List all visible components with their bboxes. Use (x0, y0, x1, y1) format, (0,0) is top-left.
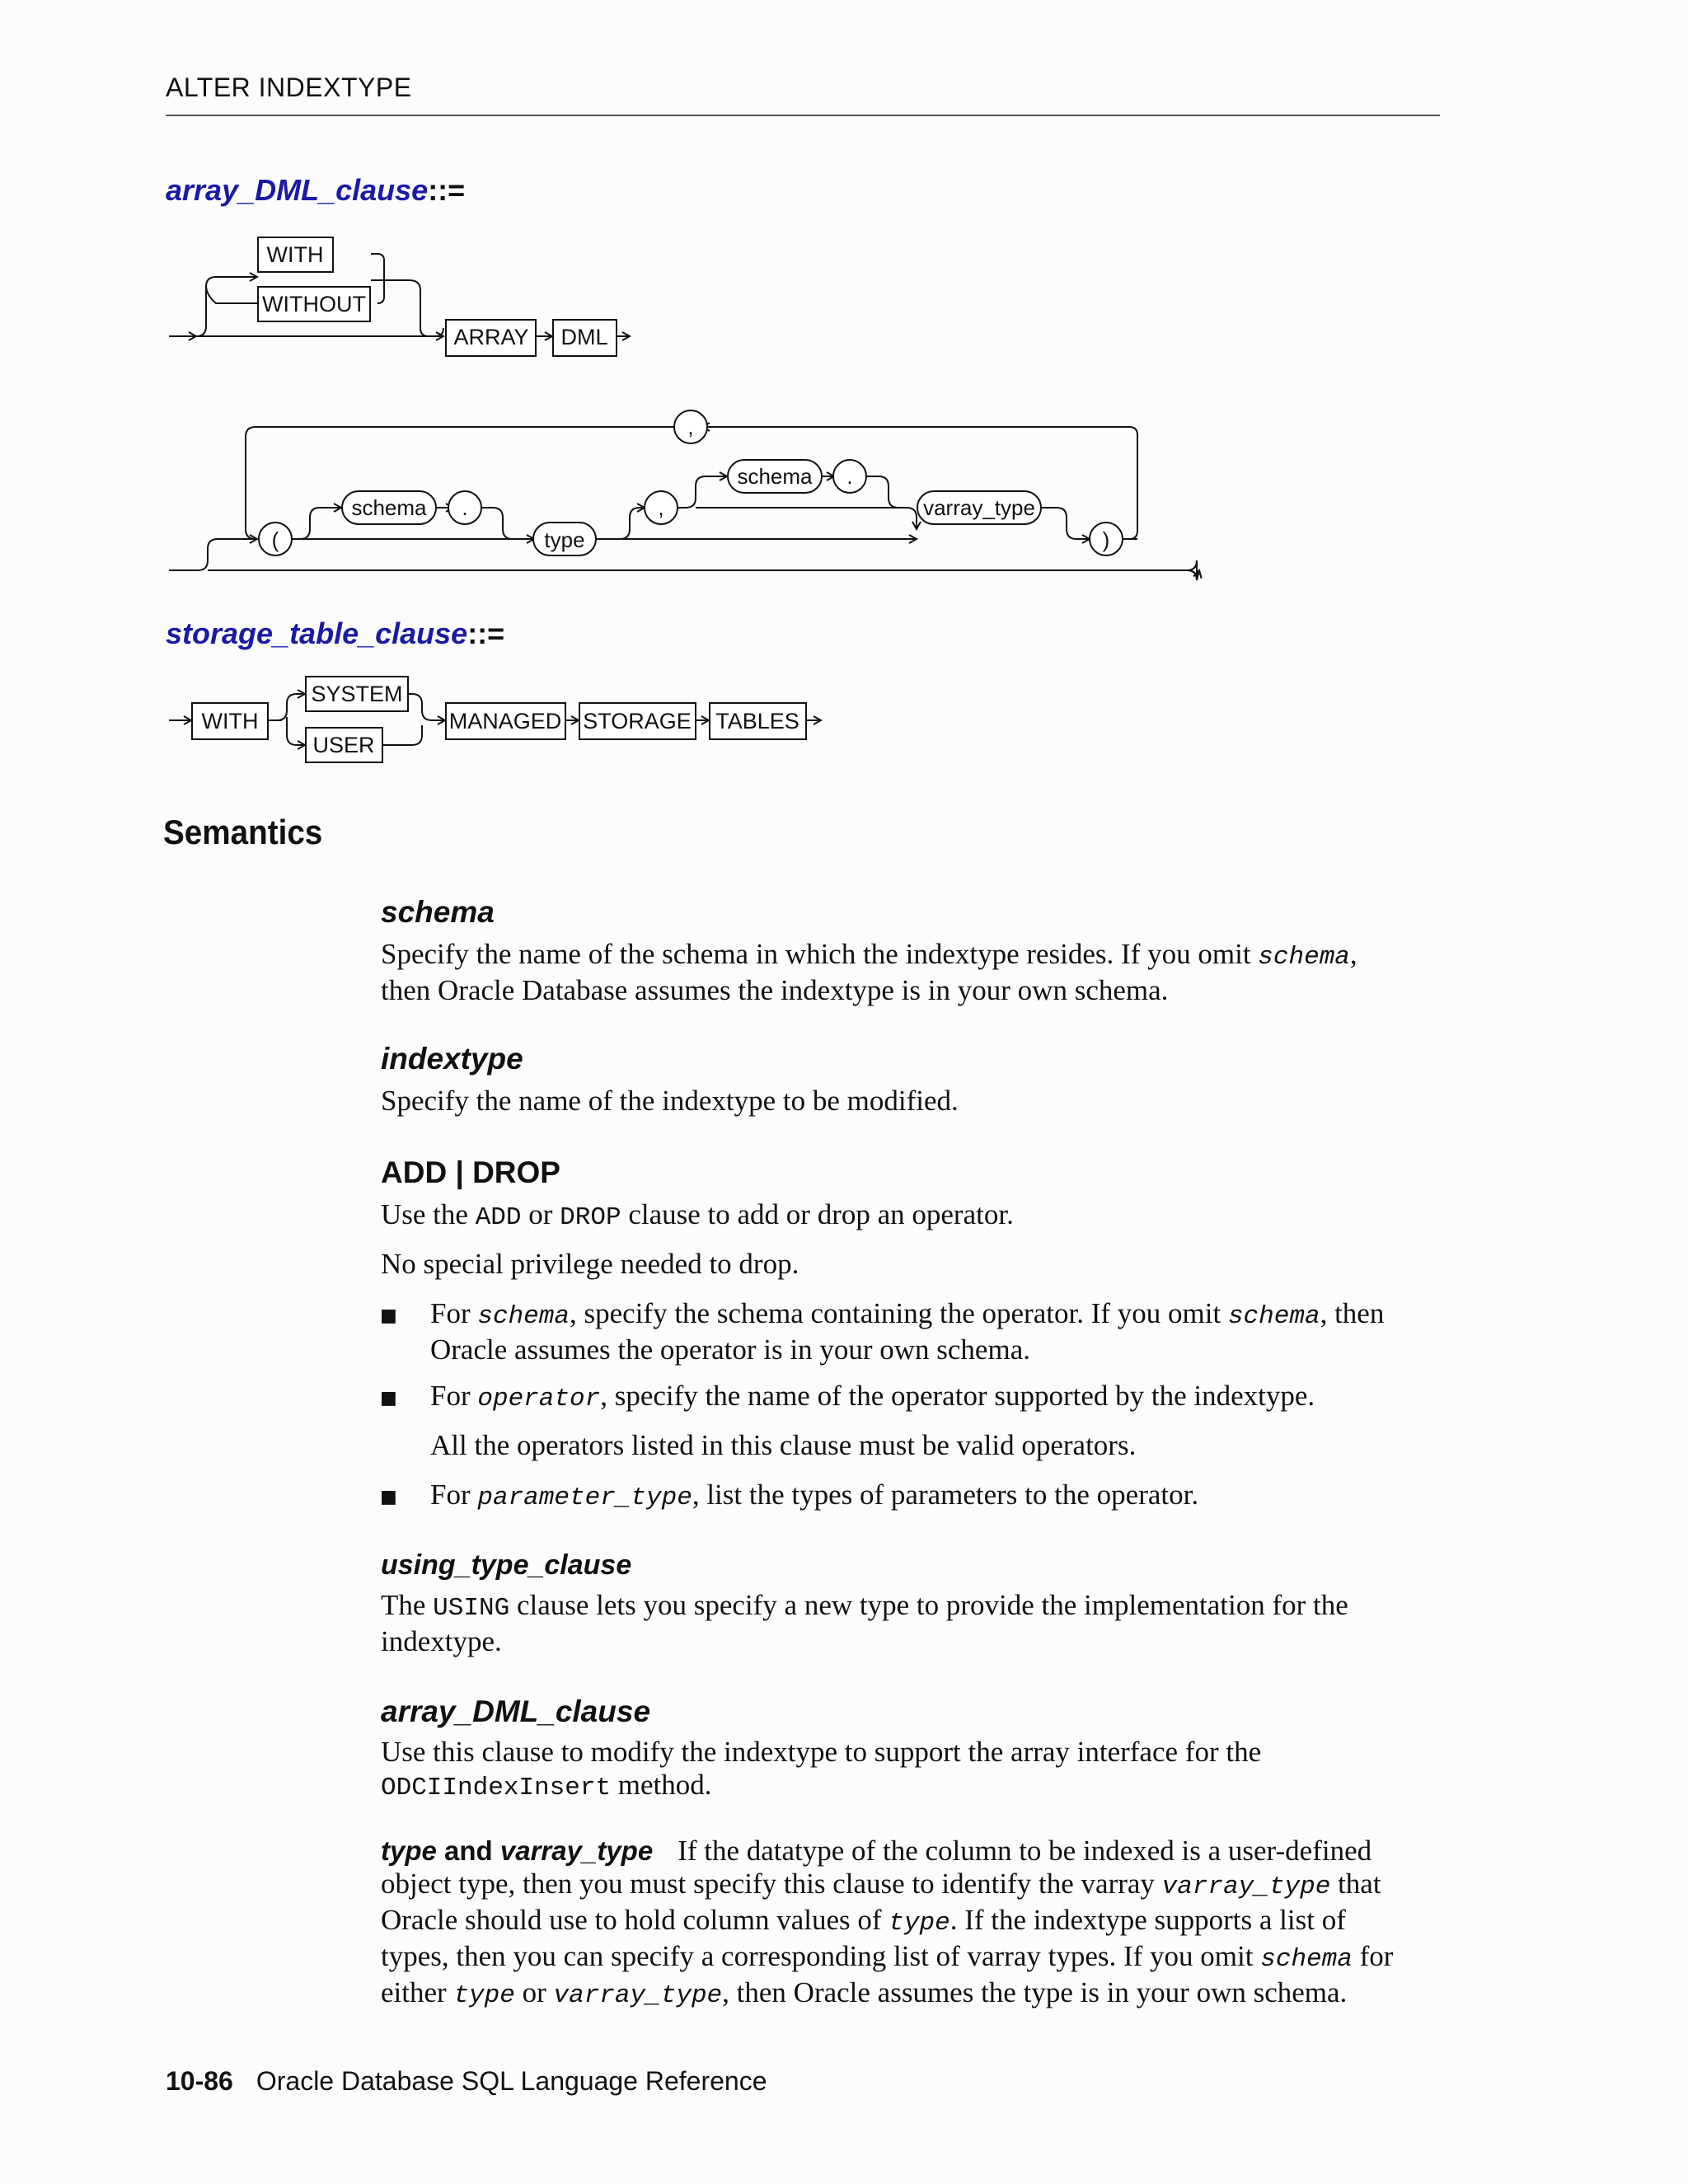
array-dml-paragraph (381, 1736, 1452, 1805)
indextype-heading: indextype (381, 1042, 523, 1076)
using-type-paragraph (381, 1589, 1452, 1658)
code-parameter-type: parameter_type (477, 1483, 692, 1512)
code-type: type (889, 1909, 950, 1938)
token-dot-2-label: . (846, 464, 853, 489)
code-operator: operator (477, 1385, 601, 1413)
code-type: type (453, 1981, 515, 2010)
text: Oracle assumes the operator is in your own schema. (430, 1333, 1030, 1366)
token-close-paren-label: ) (1102, 527, 1110, 552)
token-type-label: type (544, 527, 585, 552)
code-odciindexinsert: ODCIIndexInsert (381, 1774, 612, 1802)
bullet-item-operator (430, 1380, 1452, 1416)
token-array-label: ARRAY (453, 325, 529, 349)
storage-table-clause-title (166, 616, 504, 651)
text: For (430, 1297, 478, 1329)
token-storage-with-label: WITH (201, 709, 259, 733)
text: For (430, 1479, 478, 1511)
token-dot-1-label: . (462, 495, 468, 520)
code-schema: schema (1258, 943, 1350, 972)
text: Oracle should use to hold column values of (381, 1904, 889, 1936)
token-open-paren-label: ( (271, 527, 279, 552)
text: Use this clause to modify the indextype to support the array interface for the (381, 1736, 1262, 1768)
text: Specify the name of the schema in which the indextype resides. If you omit (381, 938, 1259, 970)
bullet-item-schema (430, 1297, 1452, 1366)
token-storage-label: STORAGE (583, 709, 692, 733)
code-schema: schema (1227, 1302, 1320, 1331)
token-schema-1-label: schema (351, 495, 427, 520)
text: for (1352, 1940, 1394, 1972)
token-user-label: USER (312, 733, 375, 757)
text: , specify the name of the operator supported by the indextype. (600, 1380, 1315, 1412)
text: clause to add or drop an operator. (621, 1198, 1014, 1230)
runin-varray-type: varray_type (499, 1835, 654, 1866)
production-name: array_DML_clause (166, 173, 429, 207)
bullet-icon: ■ (380, 1305, 397, 1326)
text: If the datatype of the column to be indexed is a user-defined (678, 1835, 1372, 1867)
text: , then (1320, 1297, 1385, 1329)
code-add: ADD (475, 1203, 522, 1232)
bullet-icon: ■ (380, 1388, 397, 1408)
text: The (381, 1589, 434, 1621)
token-without-label: WITHOUT (262, 292, 366, 316)
text: indextype. (381, 1625, 502, 1657)
text: , list the types of parameters to the operator. (692, 1479, 1199, 1511)
text: either (381, 1976, 454, 2008)
runin-heading (381, 1835, 653, 1866)
code-varray-type: varray_type (553, 1981, 723, 2010)
text: clause lets you specify a new type to provide the implementation for the (509, 1589, 1348, 1621)
text: or (521, 1198, 560, 1230)
bullet-subparagraph: All the operators listed in this clause must be valid operators. (430, 1429, 1137, 1461)
code-varray-type: varray_type (1161, 1872, 1331, 1901)
token-schema-2-label: schema (737, 464, 813, 489)
book-title: Oracle Database SQL Language Reference (256, 2066, 767, 2096)
text: method. (611, 1769, 712, 1801)
text: For (430, 1380, 478, 1412)
code-drop: DROP (560, 1203, 621, 1232)
add-drop-paragraph-2: No special privilege needed to drop. (381, 1248, 799, 1280)
text: Use the (381, 1198, 476, 1230)
text: or (514, 1976, 554, 2008)
token-comma-repeat-label: , (687, 415, 694, 439)
add-drop-paragraph-1 (381, 1198, 1452, 1235)
token-dml-label: DML (560, 325, 608, 349)
text: object type, then you must specify this clause to identify the varray (381, 1868, 1162, 1900)
bullet-item-parameter-type (430, 1479, 1452, 1515)
semantics-heading: Semantics (163, 813, 323, 851)
bullet-icon: ■ (380, 1487, 397, 1507)
page-footer (166, 2066, 767, 2097)
text: and (436, 1835, 500, 1866)
text: . If the indextype supports a list of (950, 1904, 1346, 1936)
token-varray-type-label: varray_type (923, 495, 1035, 520)
production-name: storage_table_clause (166, 616, 468, 650)
token-system-label: SYSTEM (311, 682, 403, 706)
text: that (1330, 1868, 1381, 1900)
using-type-clause-heading: using_type_clause (381, 1549, 632, 1581)
text: types, then you can specify a corresponding list of varray types. If you omit (381, 1940, 1261, 1972)
running-head: ALTER INDEXTYPE (166, 73, 412, 102)
token-managed-label: MANAGED (448, 709, 562, 733)
schema-paragraph (381, 938, 1452, 1007)
text: then Oracle Database assumes the indextype is in your own schema. (381, 974, 1169, 1006)
code-using: USING (433, 1594, 510, 1623)
token-comma-mid-label: , (658, 495, 664, 520)
text: , specify the schema containing the operator. If you omit (570, 1297, 1228, 1329)
code-schema: schema (1260, 1945, 1353, 1974)
assign-operator: ::= (428, 173, 466, 207)
code-schema: schema (477, 1302, 570, 1331)
schema-heading: schema (381, 895, 495, 929)
text: , (1349, 938, 1357, 970)
runin-type: type (381, 1835, 437, 1866)
page-number: 10-86 (166, 2066, 233, 2096)
type-varray-type-paragraph (381, 1835, 1452, 2013)
add-drop-heading: ADD | DROP (381, 1155, 560, 1189)
text: , then Oracle assumes the type is in your own schema. (722, 1976, 1348, 2008)
token-tables-label: TABLES (715, 709, 799, 733)
indextype-paragraph: Specify the name of the indextype to be modified. (381, 1085, 959, 1117)
token-with-label: WITH (266, 242, 324, 267)
assign-operator: ::= (467, 616, 505, 650)
array-dml-clause-heading: array_DML_clause (381, 1694, 651, 1728)
